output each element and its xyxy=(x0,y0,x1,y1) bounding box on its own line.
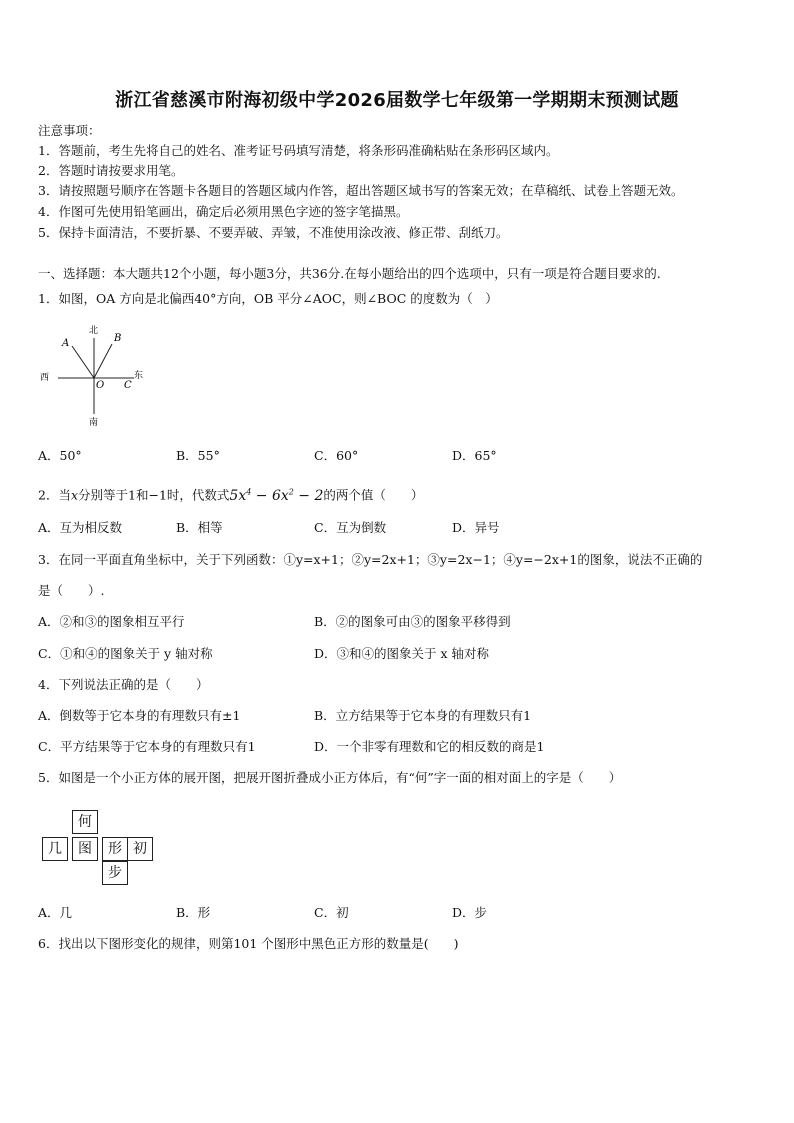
q2-suffix: 的两个值（ ） xyxy=(323,487,424,503)
ray-OA xyxy=(72,346,94,378)
net-cell-top: 何 xyxy=(72,810,98,834)
q2-expr-a: 5x xyxy=(229,487,247,504)
q4-option-b: B．立方结果等于它本身的有理数只有1 xyxy=(314,708,532,723)
q2-expression xyxy=(229,488,323,504)
q4-option-d: D．一个非零有理数和它的相反数的商是1 xyxy=(314,739,545,754)
q2-exp1: 4 xyxy=(246,487,252,496)
label-north: 北 xyxy=(89,326,99,336)
q3-option-d: D．③和④的图象关于 x 轴对称 xyxy=(314,646,490,661)
q3-option-b: B．②的图象可由③的图象平移得到 xyxy=(314,614,511,629)
notes-heading: 注意事项： xyxy=(38,123,101,138)
question-6-text: 6．找出以下图形变化的规律，则第101 个图形中黑色正方形的数量是( ) xyxy=(38,936,459,951)
exam-title: 浙江省慈溪市附海初级中学2026届数学七年级第一学期期末预测试题 xyxy=(115,90,679,111)
q3-option-c: C．①和④的图象关于 y 轴对称 xyxy=(38,646,213,661)
q1-option-d: D．65° xyxy=(452,448,497,463)
compass-figure xyxy=(36,322,148,428)
q1-option-c: C．60° xyxy=(314,448,359,463)
note-item-5: 5．保持卡面清洁，不要折暴、不要弄破、弄皱，不准使用涂改液、修正带、刮纸刀。 xyxy=(38,225,509,240)
q4-option-c: C．平方结果等于它本身的有理数只有1 xyxy=(38,739,256,754)
ray-OB xyxy=(94,344,112,378)
label-O: O xyxy=(96,380,105,391)
section-heading: 一、选择题：本大题共12个小题，每小题3分，共36分.在每小题给出的四个选项中，只有一项是符合题目要求的. xyxy=(38,266,661,281)
label-south: 南 xyxy=(89,418,99,428)
question-4-text: 4．下列说法正确的是（ ） xyxy=(38,677,209,692)
q2-expr-c: − 2 xyxy=(293,487,324,504)
label-west: 西 xyxy=(40,373,50,383)
q2-var: x xyxy=(70,487,79,503)
net-cell-right2: 初 xyxy=(127,837,153,861)
q2-expr-b: − 6x xyxy=(251,487,289,504)
label-A: A xyxy=(62,338,70,349)
question-1-text: 1．如图，OA 方向是北偏西40°方向，OB 平分∠AOC，则∠BOC 的度数为（ ） xyxy=(38,291,498,306)
q2-exp2: 2 xyxy=(288,487,294,496)
note-item-1: 1．答题前，考生先将自己的姓名、准考证号码填写清楚，将条形码准确粘贴在条形码区域内。 xyxy=(38,143,559,158)
q2-mid: 分别等于1和−1时，代数式 xyxy=(78,487,230,503)
net-cell-left: 几 xyxy=(42,837,68,861)
q2-option-a: A．互为相反数 xyxy=(38,520,123,535)
net-cell-bottom: 步 xyxy=(102,861,128,885)
note-item-3: 3．请按照题号顺序在答题卡各题目的答题区域内作答，超出答题区域书写的答案无效；在草稿纸、试卷上答题无效。 xyxy=(38,183,684,198)
q2-option-b: B．相等 xyxy=(176,520,223,535)
question-3-line-1: 3．在同一平面直角坐标中，关于下列函数：①y=x+1；②y=2x+1；③y=2x−1；④y=−2x+1的图象，说法不正确的 xyxy=(38,552,703,567)
note-item-2: 2．答题时请按要求用笔。 xyxy=(38,163,184,178)
q2-option-c: C．互为倒数 xyxy=(314,520,387,535)
q5-option-d: D．步 xyxy=(452,905,488,920)
q5-option-a: A．几 xyxy=(38,905,73,920)
question-2-text xyxy=(38,483,423,505)
q5-option-c: C．初 xyxy=(314,905,349,920)
q1-option-a: A．50° xyxy=(38,448,82,463)
question-3-line-2: 是（ ）. xyxy=(38,583,105,598)
q2-prefix: 2．当 xyxy=(38,487,71,503)
net-cell-right1: 形 xyxy=(102,837,128,861)
net-cell-center: 图 xyxy=(72,837,98,861)
label-C: C xyxy=(124,380,132,391)
q5-option-b: B．形 xyxy=(176,905,211,920)
label-B: B xyxy=(114,333,122,344)
question-5-text: 5．如图是一个小正方体的展开图，把展开图折叠成小正方体后，有“何”字一面的相对面上的字是（ ） xyxy=(38,770,622,785)
q3-option-a: A．②和③的图象相互平行 xyxy=(38,614,185,629)
note-item-4: 4．作图可先使用铅笔画出，确定后必须用黑色字迹的签字笔描黑。 xyxy=(38,204,409,219)
q1-option-b: B．55° xyxy=(176,448,220,463)
q2-option-d: D．异号 xyxy=(452,520,500,535)
q4-option-a: A．倒数等于它本身的有理数只有±1 xyxy=(38,708,241,723)
label-east: 东 xyxy=(134,371,144,381)
